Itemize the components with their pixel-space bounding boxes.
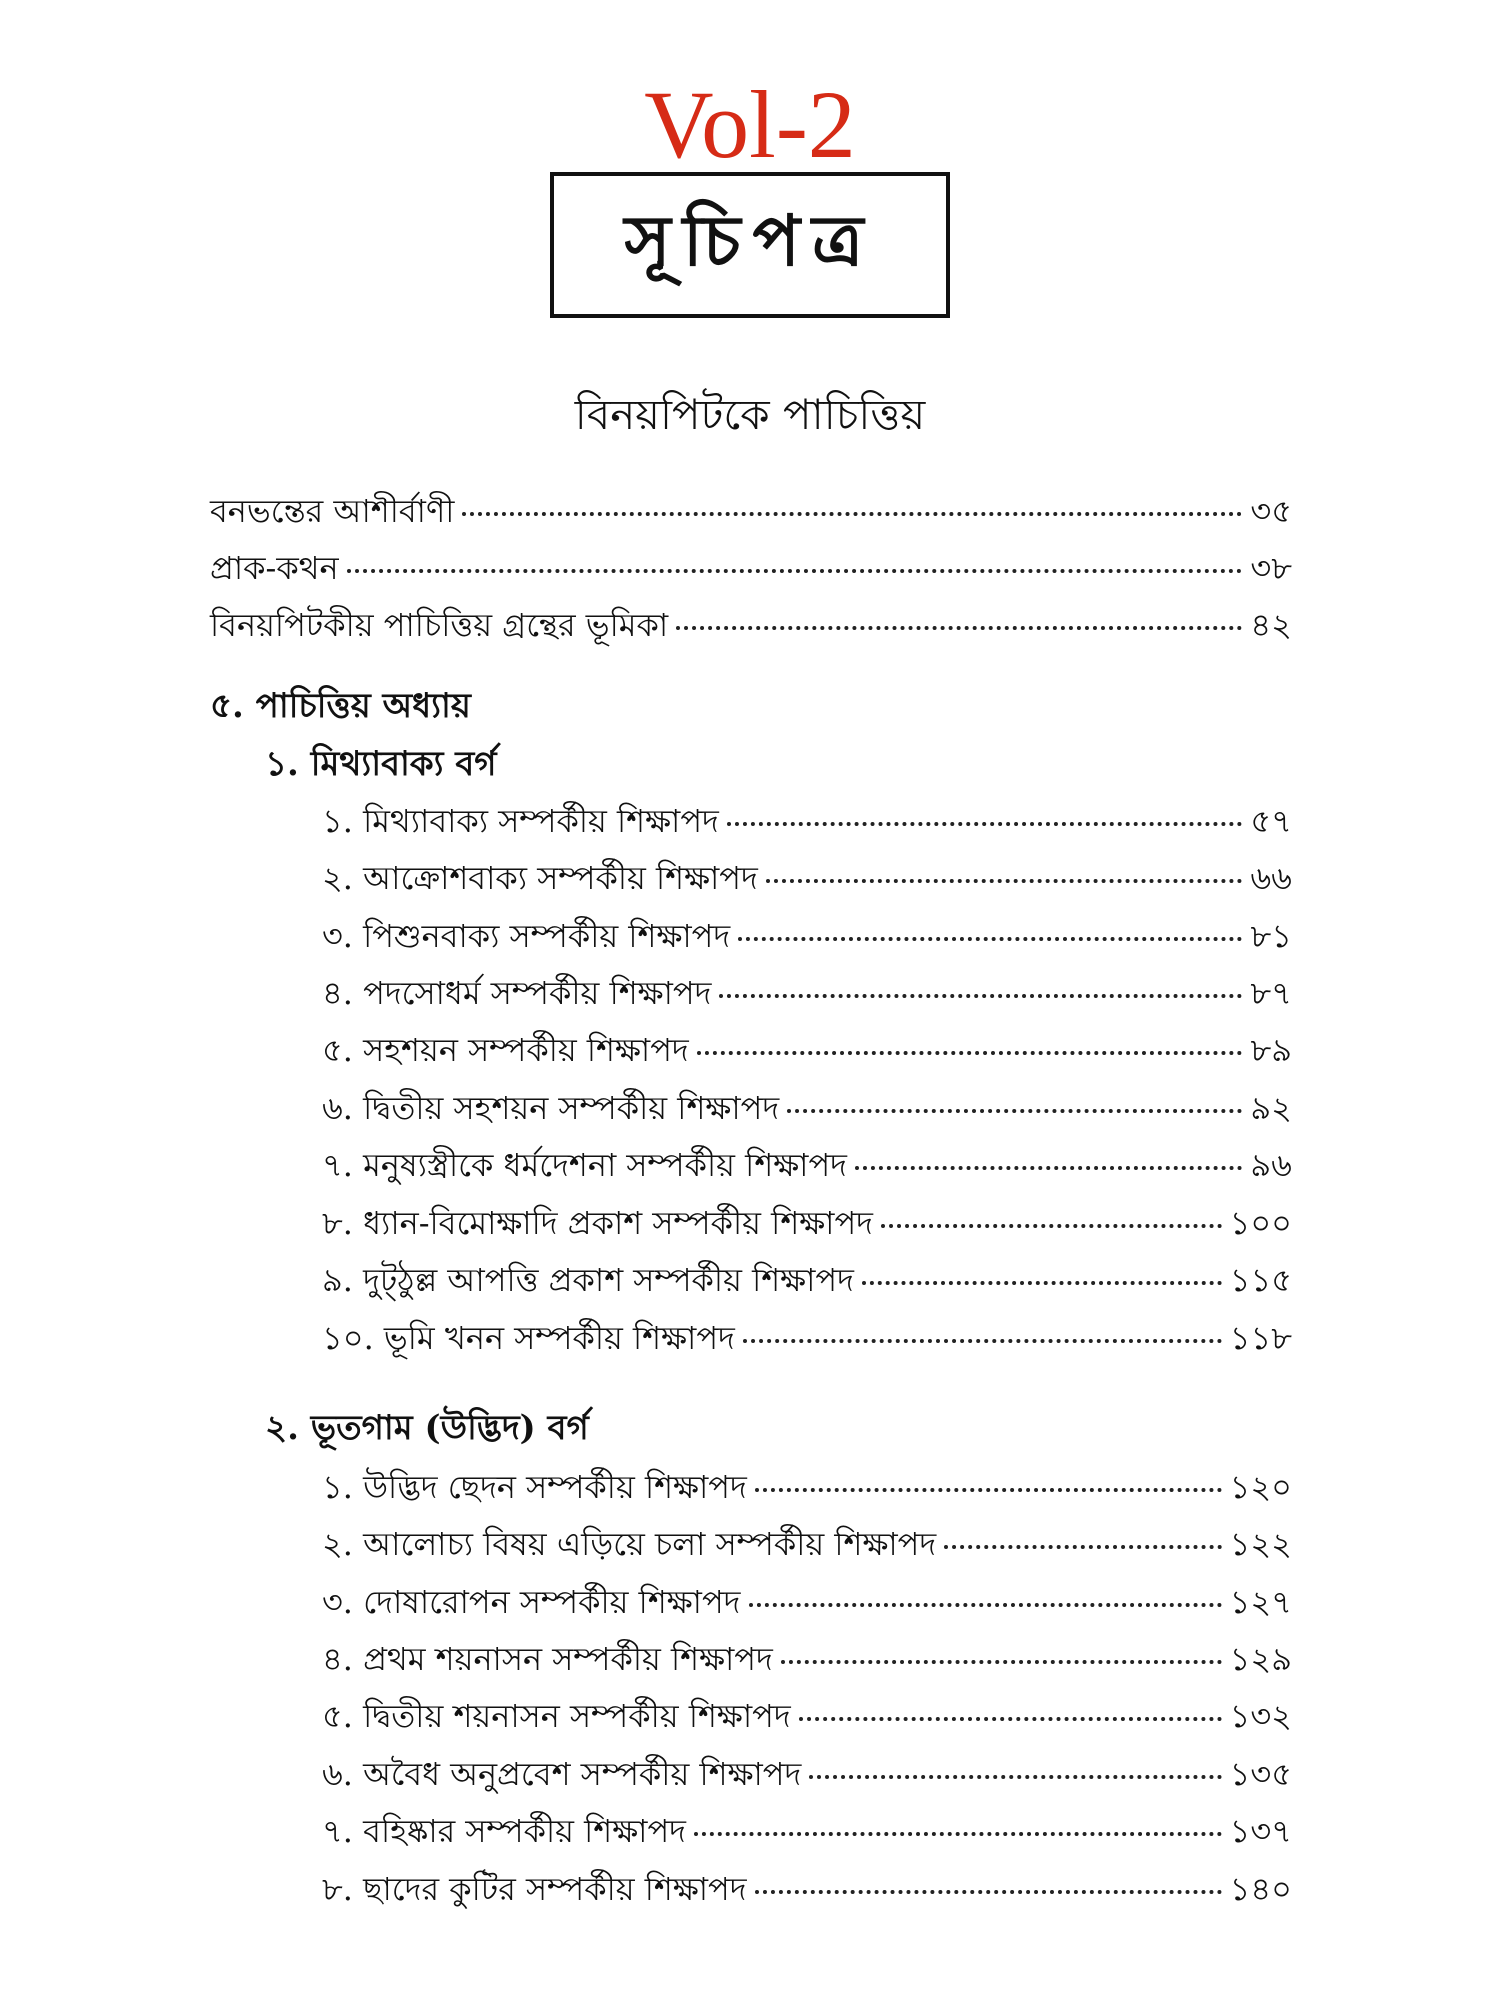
toc-entry-text: বহিষ্কার সম্পর্কীয় শিক্ষাপদ xyxy=(363,1812,686,1850)
toc-entry-text: উদ্ভিদ ছেদন সম্পর্কীয় শিক্ষাপদ xyxy=(363,1468,747,1506)
toc-entry-number: ৭. xyxy=(322,1146,353,1184)
toc-page-number: ১২০ xyxy=(1229,1468,1292,1506)
contents-title-box xyxy=(550,172,950,318)
toc-page-number: ১২৯ xyxy=(1229,1640,1292,1678)
leader-dots xyxy=(944,1545,1221,1549)
toc-entry-number: ৫. xyxy=(322,1031,353,1069)
section-title: ভূতগাম (উদ্ভিদ) বর্গ xyxy=(310,1408,589,1448)
toc-page-number: ১৪০ xyxy=(1229,1870,1292,1908)
toc-row xyxy=(322,796,1292,846)
section-heading xyxy=(265,1402,589,1454)
toc-entry-text: আক্রোশবাক্য সম্পর্কীয় শিক্ষাপদ xyxy=(363,859,758,897)
toc-row xyxy=(322,1255,1292,1305)
toc-row xyxy=(322,1634,1292,1684)
toc-row xyxy=(322,1577,1292,1627)
leader-dots xyxy=(738,937,1242,941)
toc-entry-number: ৬. xyxy=(322,1089,353,1127)
toc-page-number: ৯৬ xyxy=(1250,1146,1292,1184)
toc-page-number: ১৩৫ xyxy=(1229,1755,1292,1793)
volume-label: Vol-2 xyxy=(644,71,856,178)
toc-entry-number: ৪. xyxy=(322,1640,353,1678)
leader-dots xyxy=(743,1339,1222,1343)
section-heading xyxy=(265,738,497,790)
toc-entry-number: ৫. xyxy=(322,1697,353,1735)
toc-entry-text: মিথ্যাবাক্য সম্পর্কীয় শিক্ষাপদ xyxy=(363,802,719,840)
toc-row xyxy=(322,1519,1292,1569)
toc-entry-number: ৩. xyxy=(322,1583,353,1621)
toc-entry-text: দুট্ঠুল্ল আপত্তি প্রকাশ সম্পর্কীয় শিক্ষাপদ xyxy=(363,1261,854,1299)
toc-entry-text: আলোচ্য বিষয় এড়িয়ে চলা সম্পর্কীয় শিক্ষাপদ xyxy=(363,1525,937,1563)
toc-page-number: ১১৮ xyxy=(1229,1319,1292,1357)
toc-entry-text: বনভন্তের আশীর্বাণী xyxy=(210,492,455,530)
toc-entry-text: মনুষ্যস্ত্রীকে ধর্মদেশনা সম্পর্কীয় শিক্ষাপদ xyxy=(363,1146,847,1184)
chapter-heading xyxy=(210,680,471,732)
contents-title: সূচিপত্র xyxy=(624,198,876,282)
toc-row xyxy=(322,853,1292,903)
toc-row xyxy=(210,600,1292,650)
leader-dots xyxy=(855,1166,1242,1170)
toc-entry-text: ভূমি খনন সম্পর্কীয় শিক্ষাপদ xyxy=(383,1319,735,1357)
toc-row xyxy=(322,1462,1292,1512)
leader-dots xyxy=(787,1109,1242,1113)
toc-row xyxy=(322,1864,1292,1914)
toc-page-number: ৩৮ xyxy=(1250,549,1292,587)
toc-entry-number: ৭. xyxy=(322,1812,353,1850)
toc-page-number: ৯২ xyxy=(1250,1089,1292,1127)
toc-entry-text: প্রাক-কথন xyxy=(210,549,339,587)
toc-entry-text: বিনয়পিটকীয় পাচিত্তিয় গ্রন্থের ভূমিকা xyxy=(210,606,669,644)
toc-entry-text: দোষারোপন সম্পর্কীয় শিক্ষাপদ xyxy=(363,1583,741,1621)
toc-entry-number: ১. xyxy=(322,802,353,840)
toc-page-number: ৩৫ xyxy=(1250,492,1292,530)
toc-page-number: ৫৭ xyxy=(1250,802,1292,840)
leader-dots xyxy=(727,822,1243,826)
toc-page-number: ১৩৭ xyxy=(1229,1812,1292,1850)
leader-dots xyxy=(697,1051,1243,1055)
toc-entry-text: ধ্যান-বিমোক্ষাদি প্রকাশ সম্পর্কীয় শিক্ষাপদ xyxy=(363,1204,873,1242)
toc-row xyxy=(322,1083,1292,1133)
toc-entry-number: ৬. xyxy=(322,1755,353,1793)
toc-entry-text: ছাদের কুটির সম্পর্কীয় শিক্ষাপদ xyxy=(363,1870,747,1908)
leader-dots xyxy=(462,512,1242,516)
toc-entry-text: পদসোধর্ম সম্পর্কীয় শিক্ষাপদ xyxy=(363,974,712,1012)
toc-page-number: ৮৯ xyxy=(1250,1031,1292,1069)
toc-row xyxy=(322,968,1292,1018)
toc-row xyxy=(322,1806,1292,1856)
book-subtitle: বিনয়পিটকে পাচিত্তিয় xyxy=(574,390,926,439)
toc-page-number: ১০০ xyxy=(1229,1204,1292,1242)
leader-dots xyxy=(862,1281,1222,1285)
toc-row xyxy=(322,1313,1292,1363)
toc-row xyxy=(210,543,1292,593)
toc-entry-text: দ্বিতীয় শয়নাসন সম্পর্কীয় শিক্ষাপদ xyxy=(363,1697,791,1735)
toc-row xyxy=(210,486,1292,536)
toc-entry-number: ৯. xyxy=(322,1261,353,1299)
toc-page-number: ১২২ xyxy=(1229,1525,1292,1563)
leader-dots xyxy=(676,626,1242,630)
toc-page-number: ৬৬ xyxy=(1250,859,1292,897)
leader-dots xyxy=(799,1717,1222,1721)
section-number: ২. xyxy=(265,1408,299,1448)
leader-dots xyxy=(809,1775,1221,1779)
toc-page-number: ৮৭ xyxy=(1250,974,1292,1012)
leader-dots xyxy=(719,994,1242,998)
toc-row xyxy=(322,1691,1292,1741)
toc-row xyxy=(322,1198,1292,1248)
section-title: মিথ্যাবাক্য বর্গ xyxy=(310,744,497,784)
toc-entry-text: পিশুনবাক্য সম্পর্কীয় শিক্ষাপদ xyxy=(363,917,731,955)
toc-row xyxy=(322,1025,1292,1075)
chapter-title: পাচিত্তিয় অধ্যায় xyxy=(255,686,471,726)
toc-page-number: ৮১ xyxy=(1250,917,1292,955)
toc-entry-number: ৮. xyxy=(322,1204,353,1242)
toc-page-number: ৪২ xyxy=(1250,606,1292,644)
toc-entry-number: ৪. xyxy=(322,974,353,1012)
leader-dots xyxy=(766,879,1243,883)
toc-entry-text: দ্বিতীয় সহশয়ন সম্পর্কীয় শিক্ষাপদ xyxy=(363,1089,780,1127)
toc-entry-text: অবৈধ অনুপ্রবেশ সম্পর্কীয় শিক্ষাপদ xyxy=(363,1755,802,1793)
leader-dots xyxy=(881,1224,1222,1228)
toc-page-number: ১২৭ xyxy=(1229,1583,1292,1621)
toc-row xyxy=(322,911,1292,961)
toc-entry-number: ১. xyxy=(322,1468,353,1506)
toc-page-number: ১১৫ xyxy=(1229,1261,1292,1299)
toc-page-number: ১৩২ xyxy=(1229,1697,1292,1735)
section-number: ১. xyxy=(265,744,299,784)
toc-row xyxy=(322,1140,1292,1190)
leader-dots xyxy=(781,1660,1222,1664)
toc-entry-number: ৮. xyxy=(322,1870,353,1908)
leader-dots xyxy=(755,1890,1222,1894)
toc-entry-text: প্রথম শয়নাসন সম্পর্কীয় শিক্ষাপদ xyxy=(363,1640,773,1678)
chapter-number: ৫. xyxy=(210,686,244,726)
toc-entry-number: ১০. xyxy=(322,1319,374,1357)
toc-entry-number: ৩. xyxy=(322,917,353,955)
leader-dots xyxy=(347,569,1243,573)
toc-entry-number: ২. xyxy=(322,1525,353,1563)
leader-dots xyxy=(694,1832,1222,1836)
leader-dots xyxy=(749,1603,1222,1607)
toc-entry-number: ২. xyxy=(322,859,353,897)
toc-row xyxy=(322,1749,1292,1799)
toc-entry-text: সহশয়ন সম্পর্কীয় শিক্ষাপদ xyxy=(363,1031,689,1069)
leader-dots xyxy=(755,1488,1222,1492)
